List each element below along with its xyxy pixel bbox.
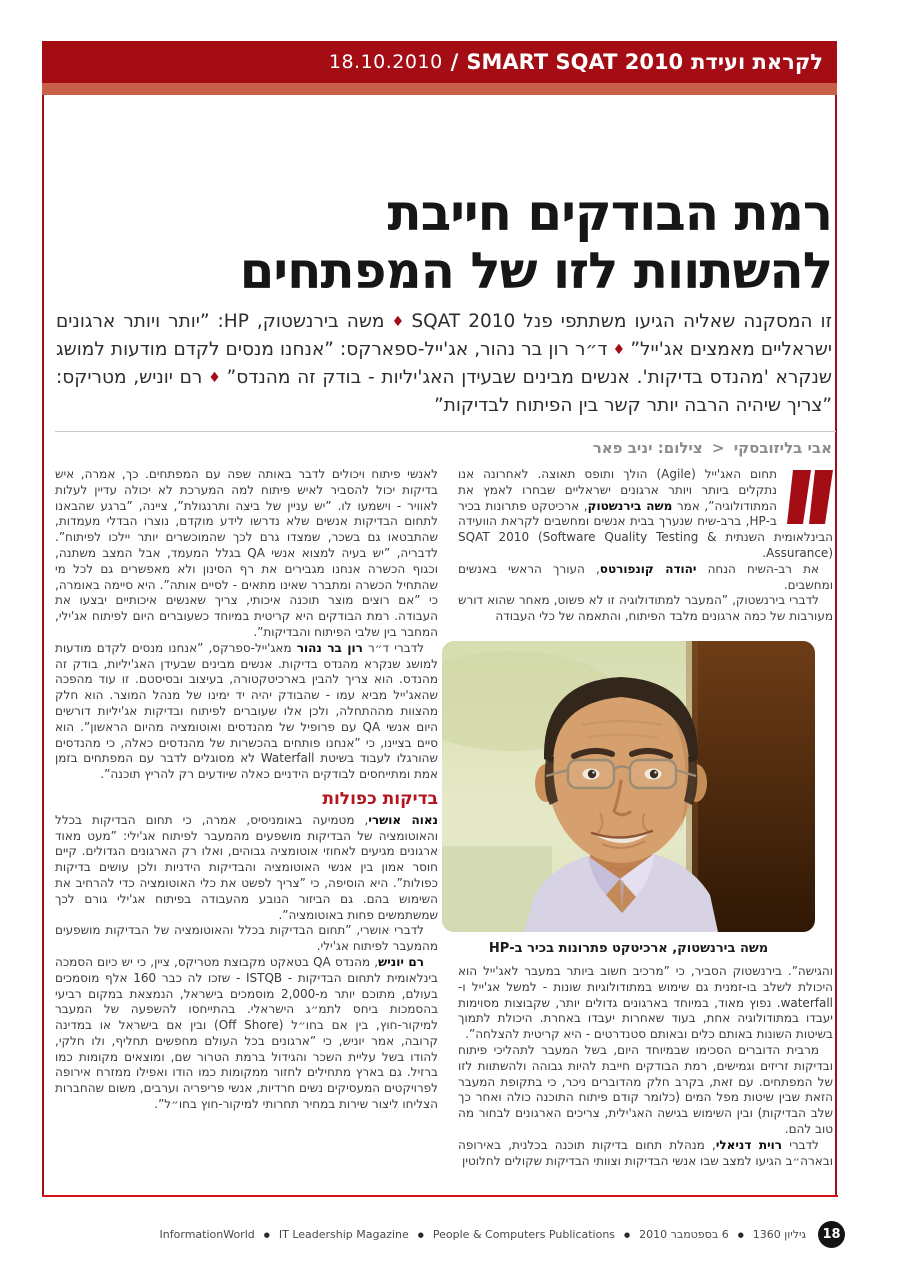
text-segment: מרבית הדוברים הסכימו שבמיוחד היום, בשל המעבר לתהליכי פיתוח ובדיקות זריזים וגמישים, רמת הבודקים חייבת להיות גבוהה ולהשתוות לזו של המפתחים. עם זאת, בקרב חלק מהדוברים ניכר, כי בתקופת המעבר הזאת שבין שיטות מפל המים (כלומר קודם פיתוח התוכנה כולה ואחר כך שלב הבדיקות) ובין השימוש בגישה האג'ילית, צריכים הארגונים לבחור מה טוב להם. bbox=[458, 1042, 833, 1136]
header-separator: / bbox=[450, 50, 459, 74]
subheadline-segment: משה בירנשטוק, HP: ”יותר ויותר ארגונים ישראליים מאמצים אג'ייל” bbox=[56, 311, 832, 360]
photo-caption: משה בירנשטוק, ארכיטקט פתרונות בכיר ב-HP bbox=[488, 941, 769, 956]
event-date: 18.10.2010 bbox=[328, 51, 443, 73]
text-segment: לאנשי פיתוח ויכולים לדבר באותה שפה עם המפתחים. כך, אמרה, איש בדיקות יכול להסביר לאיש פיתוח למה המערכת לא יכולה עדיין לעלות לאוויר - וישמעו לו. ”יש עניין של ביצה ותרנגולת”, ציינה, ”ברגע שהבאנו לתחום הבדיקות אנשים שלא נדרשו לידע מוקדם, נוצרו הבדלי מעמדות, שהתבטאו גם בשכר, שמצדו גרם לכך שהמוכשרים יותר יילכו לפיתוח”. לדבריה, ”יש בעיה למצוא אנשי QA בגלל המעמד, אבל המצב משתנה, וכגוף הכשרה אנחנו מגבירים את רף הסינון ולא מאפשרים גם לכל מי שהתחיל הכשרה ומתברר שאינו מתאים - לסיים אותה”. היא סיימה באומרה, כי ”אם רוצים מוצר תוכנה איכותי, צריך שאנשים איכותיים יבצעו את העבודה. רמת הבודקים היא קריטית במיוחד כשעוברים היום לפיתוח אג'ילי, המחבר בין שלבי הפיתוח והבדיקות”. bbox=[55, 467, 438, 639]
paragraph bbox=[55, 467, 438, 641]
page-number-badge: 18 bbox=[818, 1221, 845, 1248]
section-subheading: בדיקות כפולות bbox=[322, 788, 438, 809]
headline-line2: להשתוות לזו של המפתחים bbox=[239, 242, 832, 300]
text-segment: מאג'ייל-ספרקס, ”אנחנו מנסים לקדם מודעות למושג שנקרא מהנדס בדיקות. אנשים מבינים שבעידן האג'יליות, בודק זה מהנדס. הוא צריך להבין בארכיטקטורה, בעיצוב ובסיסטם. זו עוד מהפכה שהאג'ייל מביא עמו - שהבודק יהיה יד ימינו של מנהל המוצר. הוא חלק מהצוות מההתחלה, ולכן אלו שעוברים לפיתוח ובדיקות אג'יליות דורשים היום אנשי QA עם פרופיל של מהנדסים ואוטומציה מהיום הראשון”. הוא סיים בציינו, כי ”אנחנו פותחים בהכשרות של מהנדסים כאלה, כי מהנדסים שהורגלו לעבוד בשיטת Waterfall לא מסוגלים לדבר עם המפתחים בזמן אמת ומתייחסים לבודקים הידניים כאלה שיודעים רק להריץ תוכנה”. bbox=[55, 640, 438, 782]
speaker-name: רם יוניש bbox=[378, 954, 424, 969]
speaker-name: רוית דניאלי bbox=[715, 1137, 783, 1152]
paragraph bbox=[458, 562, 833, 594]
text-segment: , מטמיעה באומניסיס, אמרה, כי תחום הבדיקות בכלל והאוטומציה של הבדיקות מושפעים מהמעבר לפיתוח אג'ילי: ”מעט מאוד ארגונים מגיעים לאחוזי אוטומציה גבוהים, ואלו רק הארגונים הגדולים. קיים חוסר אמון בין אנשי האוטומציה והבדיקות הידניות ולכן עושים בדיקות כפולות”. היא הוסיפה, כי ”צריך לפשט את כלי האוטומציה כדי להרחיב את השימוש בהם. גם הביזור הנובע מהעבודה בפיתוח אג'ילי גורם לכך שמשתמשים פחות באוטומציה”. bbox=[55, 812, 438, 922]
salmon-accent-strip bbox=[42, 83, 837, 95]
paragraph bbox=[458, 1138, 833, 1170]
section-header-bar bbox=[42, 41, 837, 83]
byline-separator: > bbox=[711, 439, 725, 457]
headline bbox=[52, 184, 832, 300]
left-frame-rule bbox=[42, 41, 44, 1195]
footer bbox=[0, 1221, 845, 1248]
text-segment: תחום האג'ייל (Agile) הולך ותופס תאוצה. לאחרונה אנו נתקלים ביותר ויותר ארגונים ישראליים שבחרו לאמץ את המתודולוגיה”, אמר bbox=[458, 467, 777, 513]
paragraph bbox=[458, 964, 833, 1043]
right-frame-rule bbox=[835, 41, 837, 1195]
footer-item: IT Leadership Magazine bbox=[278, 1228, 409, 1241]
footer-credits bbox=[160, 1228, 806, 1241]
text-segment: את רב-השיח הנחה bbox=[696, 561, 819, 576]
subheadline bbox=[56, 308, 832, 420]
bullet-separator-icon: ● bbox=[737, 1230, 744, 1239]
author-name: אבי בליזובסקי bbox=[733, 439, 832, 457]
text-segment: לדברי אושרי, ”תחום הבדיקות בכלל והאוטומציה של הבדיקות מושפעים מהמעבר לפיתוח אג'ילי. bbox=[55, 923, 438, 954]
text-segment: לדברי ד״ר bbox=[362, 640, 425, 655]
text-segment: לדברי bbox=[782, 1137, 819, 1152]
text-segment: והגישה”. בירנשטוק הסביר, כי ”מרכיב חשוב ביותר במעבר לאג'ייל הוא היכולת לשלב בו-זמנית גם שימוש במתודולוגיות שונות - למשל אג'ייל ו-waterfall. נפוץ מאוד, במיוחד בארגונים גדולים יותר, שקבוצות מסוימות יעבדו במתודולוגיה אחת, בעוד שאחרות יעבדו באחרת. היכולת לתמוך בשיטות השונות באותם כלים ובאותם סטנדרטים - היא קריטית להצלחה”. bbox=[458, 964, 833, 1042]
text-segment: , ארכיטקט פתרונות בכיר ב-HP, ברב-שיח שנערך בבית אנשים ומחשבים לקראת הוועידה הבינלאומית השנתית SQAT 2010 (Software Quality Testing & Assurance). bbox=[458, 498, 833, 560]
footer-item: People & Computers Publications bbox=[432, 1228, 616, 1241]
speaker-name: משה בירנשטוק bbox=[587, 498, 673, 513]
text-segment: , מנהלת תחום בדיקות תוכנה בכלנית, באירופה ובארה״ב הגיעו למצב שבו אנשי הבדיקות וצוותי הבדיקות שקולים לחלוטין bbox=[458, 1137, 833, 1168]
photo-credit: צילום: יניב פאר bbox=[592, 439, 703, 457]
bullet-separator-icon: ● bbox=[417, 1230, 424, 1239]
subheadline-segment: רם יוניש, מטריקס: ”צריך שיהיה הרבה יותר קשר בין הפיתוח לבדיקות” bbox=[56, 367, 832, 416]
article-column-left bbox=[55, 467, 438, 1193]
bullet-separator-icon: ● bbox=[624, 1230, 631, 1239]
text-segment: , מהנדס QA בטאקט מקבוצת מטריקס, ציין, כי יש כיום הסמכה בינלאומית לתחום הבדיקות - ISTQB - שזכו לה כבר 160 אלף מוסמכים בעולם, מתוכם יותר מ-2,000 מוסמכים בישראל, הנמצאת במקום רביעי בהסמכות ביחס לתמ״ג הישראלי. בהתייחסו להשפעה של המעבר למיקור-חוץ, בין אם בחו״ל (Off Shore) ובין אם בישראל או במדינה קרובה, אמר יוניש, כי ”ארגונים בכל העולם מחפשים תחליף, ולו חלקי, להודו בשל עליית השכר והגידול ברמת הטרור שם, ומוצאים מקומות כמו ברזיל. גם בארץ מתחילים לחזור ממקומות כמו הודו ואפילו ממזרח אירופה לפרויקטים המעסיקים נשים חרדיות, אנשי פריפריה וערבים, משום שהחברות הצליחו ליצור שירות במחיר תחרותי למיקור-חוץ בחו״ל”. bbox=[55, 954, 438, 1112]
event-name: SMART SQAT 2010 bbox=[466, 50, 684, 74]
article-column-right-bottom bbox=[458, 964, 833, 1193]
paragraph bbox=[458, 1043, 833, 1138]
paragraph bbox=[55, 955, 438, 1113]
subheadline-segment: ד״ר רון בר נהור, אג'ייל-ספארקס: ”אנחנו מנסים לקדם מודעות למושג שנקרא 'מהנדס בדיקות'. אנשים מבינים שבעידן האג'יליות - בודק זה מהנדס” bbox=[56, 339, 832, 388]
paragraph bbox=[55, 923, 438, 955]
subheadline-segment: זו המסקנה שאליה הגיעו משתתפי פנל SQAT 2010 bbox=[411, 311, 832, 332]
article-column-right-top bbox=[458, 467, 833, 643]
diamond-icon: ♦ bbox=[612, 342, 626, 358]
text-segment: , העורך הראשי באנשים ומחשבים. bbox=[458, 561, 833, 592]
paragraph bbox=[55, 641, 438, 783]
text-segment: לדברי בירנשטוק, ”המעבר למתודולוגיה זו לא פשוט, מאחר שהוא דורש מעורבות של כמה ארגונים מלבד הפיתוח, והתאמה של כלי העבודה bbox=[458, 593, 833, 624]
footer-item: InformationWorld bbox=[159, 1228, 255, 1241]
diamond-icon: ♦ bbox=[389, 314, 407, 330]
speaker-name: רון בר נהור bbox=[296, 640, 363, 655]
quote-icon bbox=[787, 470, 833, 524]
paragraph bbox=[55, 813, 438, 924]
header-label: לקראת ועידת bbox=[691, 50, 823, 74]
byline bbox=[593, 439, 832, 457]
footer-item: 6 בספטמבר 2010 bbox=[639, 1228, 729, 1241]
diamond-icon: ♦ bbox=[207, 370, 222, 386]
speaker-name: יהודה קונפורטס bbox=[599, 561, 697, 576]
headline-line1: רמת הבודקים חייבת bbox=[387, 184, 832, 242]
byline-rule bbox=[55, 431, 836, 432]
footer-item: גיליון 1360 bbox=[752, 1228, 806, 1241]
paragraph bbox=[458, 593, 833, 625]
speaker-name: נאוה אושרי bbox=[368, 812, 438, 827]
portrait-photo bbox=[442, 641, 815, 932]
footer-rule bbox=[42, 1195, 838, 1197]
bullet-separator-icon: ● bbox=[263, 1230, 270, 1239]
paragraph bbox=[458, 467, 833, 562]
